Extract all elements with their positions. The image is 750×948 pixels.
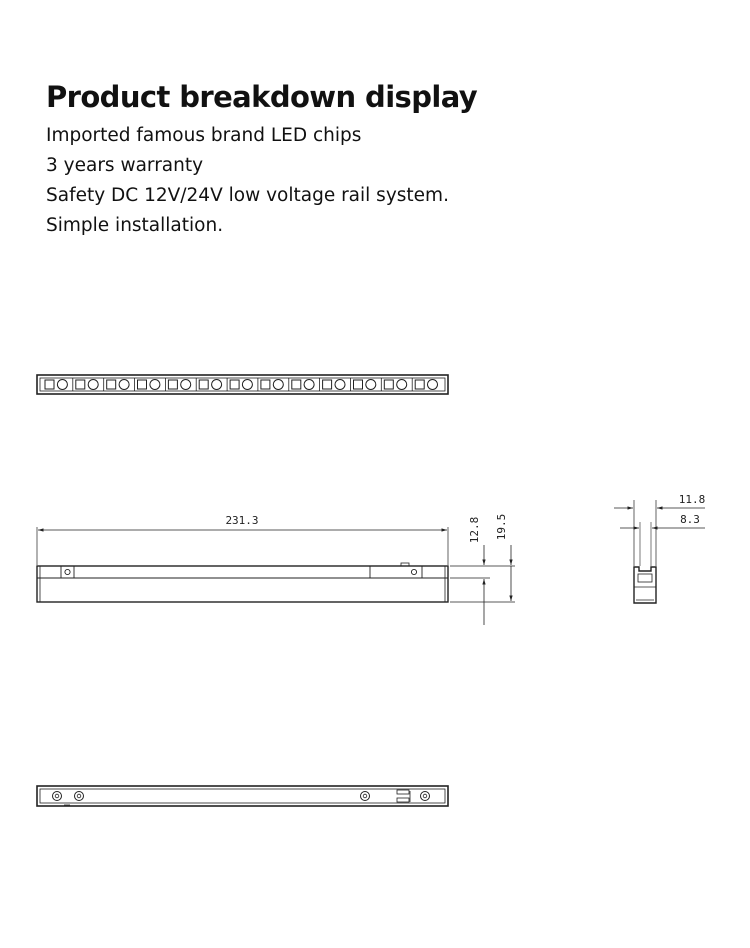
- side-view-outline: [37, 566, 448, 602]
- led-chip: [107, 380, 116, 389]
- led-row: [45, 378, 438, 391]
- led-lens: [273, 380, 283, 390]
- feature-item: 3 years warranty: [46, 155, 204, 176]
- led-chip: [168, 380, 177, 389]
- led-lens: [181, 380, 191, 390]
- led-chip: [384, 380, 393, 389]
- total-height-dimension-label: 19.5: [495, 513, 508, 541]
- feature-item: Safety DC 12V/24V low voltage rail system.: [46, 185, 449, 206]
- bottom-view: [37, 786, 448, 806]
- led-lens: [57, 380, 67, 390]
- side-view: [37, 514, 515, 625]
- led-lens: [150, 380, 160, 390]
- led-lens: [119, 380, 129, 390]
- feature-item: Imported famous brand LED chips: [46, 125, 362, 146]
- length-dimension-label: 231.3: [225, 514, 259, 527]
- led-chip: [354, 380, 363, 389]
- led-lens: [335, 380, 345, 390]
- profile-inner-width-dimension-label: 8.3: [680, 513, 700, 526]
- led-chip: [292, 380, 301, 389]
- led-chip: [76, 380, 85, 389]
- led-chip: [45, 380, 54, 389]
- feature-item: Simple installation.: [46, 215, 224, 236]
- led-chip: [323, 380, 332, 389]
- body-height-dimension-label: 12.8: [468, 516, 481, 544]
- led-lens: [212, 380, 222, 390]
- led-chip: [261, 380, 270, 389]
- end-view: [614, 493, 705, 603]
- connector-block: [370, 566, 422, 578]
- led-lens: [366, 380, 376, 390]
- led-lens: [88, 380, 98, 390]
- led-chip: [138, 380, 147, 389]
- led-lens: [397, 380, 407, 390]
- led-lens: [428, 380, 438, 390]
- profile-width-dimension-label: 11.8: [678, 493, 706, 506]
- led-chip: [199, 380, 208, 389]
- top-view: [37, 375, 448, 394]
- led-lens: [304, 380, 314, 390]
- led-lens: [242, 380, 252, 390]
- mount-block-left: [61, 566, 74, 578]
- led-chip: [415, 380, 424, 389]
- profile-outline: [634, 567, 656, 603]
- page-title: Product breakdown display: [46, 80, 478, 114]
- led-chip: [230, 380, 239, 389]
